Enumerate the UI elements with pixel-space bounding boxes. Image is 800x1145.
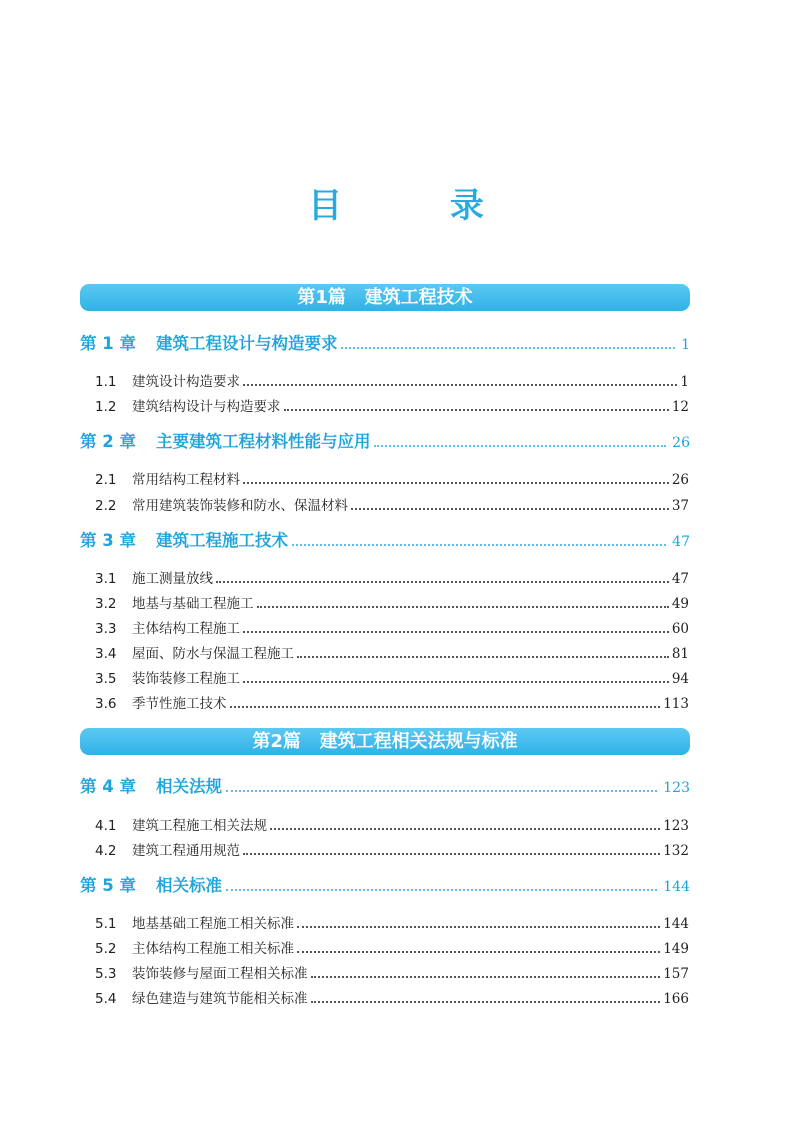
section-title: 建筑工程施工相关法规 (132, 818, 267, 834)
section-page: 47 (671, 571, 689, 587)
part-title: 建筑工程相关法规与标准 (319, 731, 518, 752)
section-number: 3.1 (95, 571, 117, 587)
section-number: 5.3 (95, 966, 117, 982)
dot-leader (243, 631, 669, 633)
section-title: 主体结构工程施工 (132, 621, 240, 637)
section-entry[interactable] (95, 665, 689, 687)
section-entry[interactable] (95, 565, 689, 587)
part-label: 第2篇 (252, 731, 301, 752)
chapter-4-entry[interactable] (80, 773, 690, 797)
section-title: 季节性施工技术 (132, 696, 227, 712)
section-title: 施工测量放线 (132, 571, 213, 587)
chapter-number: 第 4 章 (80, 777, 136, 796)
section-number: 1.2 (95, 399, 117, 415)
section-number: 2.2 (95, 498, 117, 514)
chapter-page: 123 (663, 780, 690, 796)
section-number: 2.1 (95, 472, 117, 488)
section-page: 123 (663, 818, 689, 834)
dot-leader (311, 976, 661, 978)
dot-leader (226, 889, 657, 891)
dot-leader (226, 790, 657, 792)
dot-leader (243, 384, 677, 386)
dot-leader (341, 347, 675, 349)
section-page: 149 (663, 941, 689, 957)
section-title: 建筑工程通用规范 (132, 843, 240, 859)
section-page: 1 (680, 374, 689, 390)
section-page: 94 (671, 671, 689, 687)
dot-leader (297, 656, 669, 658)
chapter-3-entry[interactable] (80, 527, 690, 551)
part-label: 第1篇 (297, 287, 346, 308)
chapter-number: 第 1 章 (80, 334, 136, 353)
section-entry[interactable] (95, 960, 689, 982)
section-page: 26 (671, 472, 689, 488)
chapter-title: 相关标准 (155, 876, 222, 895)
dot-leader (230, 706, 661, 708)
section-title: 建筑设计构造要求 (132, 374, 240, 390)
chapter-number: 第 5 章 (80, 876, 136, 895)
chapter-number: 第 3 章 (80, 531, 136, 550)
chapter-page: 26 (672, 435, 690, 451)
section-page: 144 (663, 916, 689, 932)
dot-leader (243, 482, 669, 484)
section-title: 建筑结构设计与构造要求 (132, 399, 281, 415)
section-page: 49 (671, 596, 689, 612)
dot-leader (297, 951, 660, 953)
section-number: 3.3 (95, 621, 117, 637)
section-page: 157 (663, 966, 689, 982)
chapter-number: 第 2 章 (80, 432, 136, 451)
section-entry[interactable] (95, 393, 689, 415)
section-page: 166 (663, 991, 689, 1007)
section-entry[interactable] (95, 690, 689, 712)
page-title: 目 录 (308, 186, 532, 226)
section-page: 132 (663, 843, 689, 859)
dot-leader (374, 445, 666, 447)
section-title: 绿色建造与建筑节能相关标准 (132, 991, 308, 1007)
chapter-2-entry[interactable] (80, 428, 690, 452)
section-number: 1.1 (95, 374, 117, 390)
chapter-page: 1 (681, 337, 690, 353)
dot-leader (243, 681, 669, 683)
section-number: 4.2 (95, 843, 117, 859)
dot-leader (216, 581, 669, 583)
chapter-page: 47 (672, 534, 690, 550)
section-entry[interactable] (95, 935, 689, 957)
dot-leader (284, 409, 669, 411)
section-entry[interactable] (95, 615, 689, 637)
section-entry[interactable] (95, 985, 689, 1007)
dot-leader (292, 544, 666, 546)
section-number: 4.1 (95, 818, 117, 834)
section-page: 113 (663, 696, 689, 712)
section-number: 3.2 (95, 596, 117, 612)
section-number: 3.5 (95, 671, 117, 687)
section-title: 屋面、防水与保温工程施工 (132, 646, 294, 662)
chapter-5-entry[interactable] (80, 872, 690, 896)
section-number: 5.4 (95, 991, 117, 1007)
section-entry[interactable] (95, 812, 689, 834)
dot-leader (297, 926, 660, 928)
section-title: 地基与基础工程施工 (132, 596, 254, 612)
dot-leader (311, 1001, 661, 1003)
part-title: 建筑工程技术 (364, 287, 473, 308)
section-entry[interactable] (95, 910, 689, 932)
section-entry[interactable] (95, 368, 689, 390)
section-title: 主体结构工程施工相关标准 (132, 941, 294, 957)
section-page: 81 (671, 646, 689, 662)
dot-leader (257, 606, 669, 608)
section-number: 3.4 (95, 646, 117, 662)
chapter-1-entry[interactable] (80, 330, 690, 354)
dot-leader (351, 508, 669, 510)
section-title: 常用结构工程材料 (132, 472, 240, 488)
chapter-title: 建筑工程设计与构造要求 (155, 334, 338, 353)
section-title: 地基基础工程施工相关标准 (132, 916, 294, 932)
section-entry[interactable] (95, 466, 689, 488)
chapter-page: 144 (663, 879, 690, 895)
section-title: 常用建筑装饰装修和防水、保温材料 (132, 498, 348, 514)
section-number: 3.6 (95, 696, 117, 712)
part-banner-1[interactable] (80, 284, 690, 311)
section-number: 5.1 (95, 916, 117, 932)
dot-leader (243, 853, 660, 855)
section-page: 37 (671, 498, 689, 514)
section-number: 5.2 (95, 941, 117, 957)
section-page: 60 (671, 621, 689, 637)
dot-leader (270, 828, 660, 830)
part-banner-2[interactable] (80, 728, 690, 755)
section-entry[interactable] (95, 590, 689, 612)
section-entry[interactable] (95, 837, 689, 859)
section-entry[interactable] (95, 640, 689, 662)
chapter-title: 建筑工程施工技术 (155, 531, 288, 550)
section-title: 装饰装修工程施工 (132, 671, 240, 687)
chapter-title: 主要建筑工程材料性能与应用 (155, 432, 371, 451)
section-entry[interactable] (95, 492, 689, 514)
section-title: 装饰装修与屋面工程相关标准 (132, 966, 308, 982)
section-page: 12 (671, 399, 689, 415)
chapter-title: 相关法规 (155, 777, 222, 796)
